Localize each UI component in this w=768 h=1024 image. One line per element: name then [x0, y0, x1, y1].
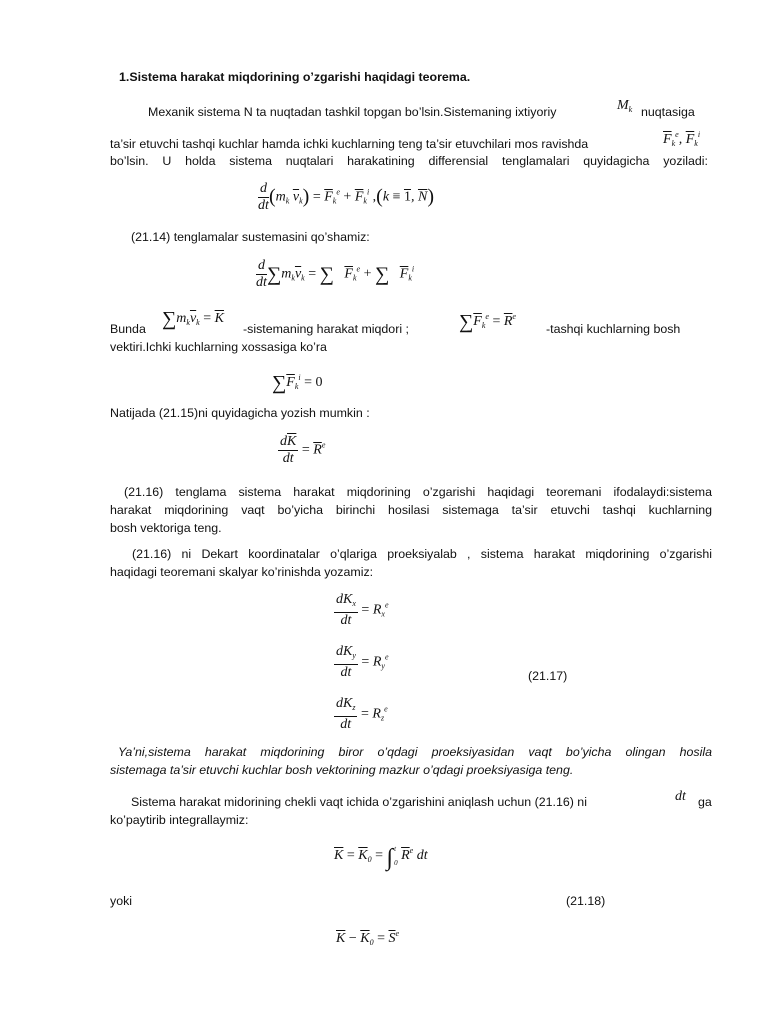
equation-label-21-17: (21.17)	[528, 669, 568, 683]
equation-21-17-x: $\frac{dK_x}{dt}$ = $R_x^e$	[336, 592, 389, 628]
equation-21-14: $\frac{d}{dt}$ ($m_k$ $\overline{v}_k) = \overline{F}_k^e + \overline{F}_k^i$ ,(k ≡ 1, $\overline{N}$)	[258, 181, 434, 213]
formula-sum-mv-K: $\sum m_k\overline{v}_k = \overline{K}$	[162, 308, 224, 330]
final-line1: Sistema harakat midorining chekli vaqt ichida o’zgarishini aniqlash uchun (21.16) ni	[131, 795, 587, 809]
equation-21-17-z: $\frac{dK_z}{dt}$ = $R_z^e$	[336, 696, 388, 732]
para1-line1-end: nuqtasiga	[641, 105, 695, 119]
para-italic: Ya’ni,sistema harakat miqdorining biror o’qdagi proeksiyasidan vaqt bo’yicha olingan hosila sistemaga ta’sir etuvchi kuchlar bosh vektorining mazkur o’qdagi proeksiyasiga teng.	[110, 745, 712, 777]
para-projection: (21.16) ni Dekart koordinatalar o’qlariga proeksiyalab , sistema harakat miqdorining o’zgarishi haqidagi teoremani skalyar ko’rinishda yozamiz:	[110, 547, 712, 579]
equation-21-17-y: $\frac{dK_y}{dt}$ = $R_y^e$	[336, 644, 389, 680]
para1-line3: bo’lsin. U holda sistema nuqtalari harakatining differensial tenglamalari quyidagicha yoziladi:	[110, 154, 708, 168]
equation-label-21-18: (21.18)	[566, 894, 606, 908]
bunda-end: -tashqi kuchlarning bosh	[546, 322, 681, 336]
sum-intro: (21.14) tenglamalar sustemasini qo’shamiz:	[131, 230, 370, 244]
para1-line2: ta’sir etuvchi tashqi kuchlar hamda ichki kuchlarning teng ta’sir etuvchilari mos ravishda	[110, 137, 589, 151]
para1-line1: Mexanik sistema N ta nuqtadan tashkil topgan bo’lsin.Sistemaning ixtiyoriy	[148, 105, 557, 119]
yoki-word: yoki	[110, 894, 133, 908]
bunda-word: Bunda	[110, 322, 146, 336]
equation-integral: $\overline{K} = \overline{K}_0 = \int t$ 0 $\overline{R}^e$ dt	[334, 845, 428, 872]
formula-Mk: $M_k$	[617, 98, 633, 114]
equation-21-15: $\frac{d}{dt}$ $\sum m_k\overline{v}_k$ = ∑ $\overline{F}_k^e$ + ∑ $\overline{F}_k^i$	[256, 258, 415, 290]
formula-Fke-Fki: $\overline{F}_k^e$, $\overline{F}_k^i$	[663, 130, 701, 148]
natijada-text: Natijada (21.15)ni quyidagicha yozish mumkin :	[110, 406, 370, 420]
equation-21-16: $\frac{d\overline{K}}{dt}$ = $\overline{R}^e$	[280, 434, 326, 466]
final-line2: ko’paytirib integrallaymiz:	[110, 813, 249, 827]
bunda-line2: vektiri.Ichki kuchlarning xossasiga ko’ra	[110, 340, 327, 354]
formula-sum-F-R: $\sum\overline{F}_k^e = \overline{R}^e$	[459, 311, 516, 333]
final-line1-end: ga	[698, 795, 712, 809]
section-heading: 1.Sistema harakat miqdorining o’zgarishi haqidagi teorema.	[119, 70, 471, 84]
formula-dt: dt	[675, 789, 686, 804]
bunda-mid: -sistemaning harakat miqdori ;	[243, 322, 409, 336]
formula-sum-Fi-zero: $\sum\overline{F}_k^i = 0$	[272, 372, 323, 394]
equation-21-18: $\overline{K} - \overline{K}_0 = \overline{S}^e$	[336, 929, 400, 947]
para-21-16: (21.16) tenglama sistema harakat miqdorining o’zgarishi haqidagi teoremani ifodalaydi:sistema harakat miqdorining vaqt bo’yicha birinchi hosilasi sistemaga ta’sir etuvchi tashqi kuchlarning bosh vektoriga teng.	[110, 485, 712, 535]
